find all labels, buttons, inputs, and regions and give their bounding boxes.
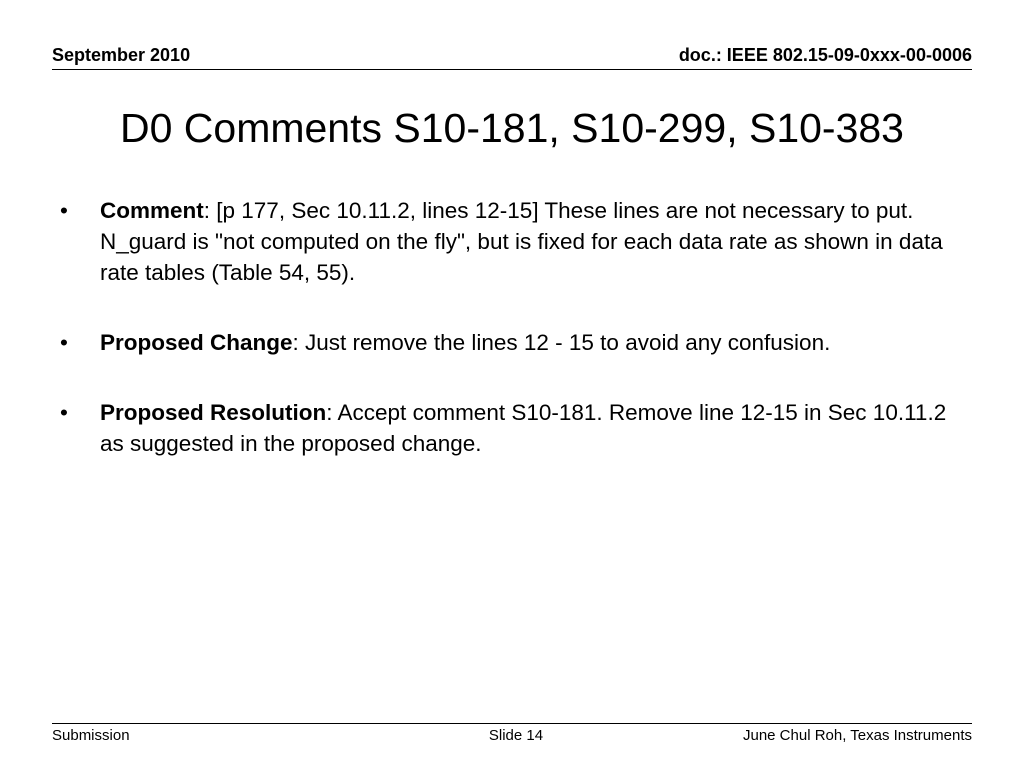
header-date: September 2010 — [52, 45, 191, 65]
bullet-comment — [60, 195, 970, 288]
bullet-label: Proposed Change — [100, 330, 293, 355]
bullet-proposed-change — [60, 327, 970, 358]
bullet-text: : Just remove the lines 12 - 15 to avoid any confusion. — [292, 330, 831, 355]
slide-title: D0 Comments S10-181, S10-299, S10-383 — [119, 105, 904, 151]
bullet-proposed-resolution — [60, 397, 970, 459]
header-divider — [52, 69, 972, 70]
bullet-text: : [p 177, Sec 10.11.2, lines 12-15] These lines are not necessary to put. N_guard is "not computed on the fly", but is fixed for each data rate as shown in data rate tables (Table 54, 55). — [100, 198, 943, 285]
bullet-dot-icon: • — [60, 400, 68, 425]
footer-slide-number: Slide 14 — [488, 727, 544, 744]
header-doc-id: doc.: IEEE 802.15-09-0xxx-00-0006 — [678, 45, 972, 65]
bullet-dot-icon: • — [60, 198, 68, 223]
footer-submission: Submission — [52, 727, 130, 744]
bullet-label: Comment — [100, 198, 204, 223]
bullet-label: Proposed Resolution — [100, 400, 327, 425]
bullet-dot-icon: • — [60, 330, 68, 355]
bullet-list — [60, 195, 970, 498]
footer-author: June Chul Roh, Texas Instruments — [742, 727, 972, 744]
bullet-text: : Accept comment S10-181. Remove line 12-15 in Sec 10.11.2 as suggested in the proposed change. — [100, 400, 947, 456]
footer-divider — [52, 723, 972, 724]
